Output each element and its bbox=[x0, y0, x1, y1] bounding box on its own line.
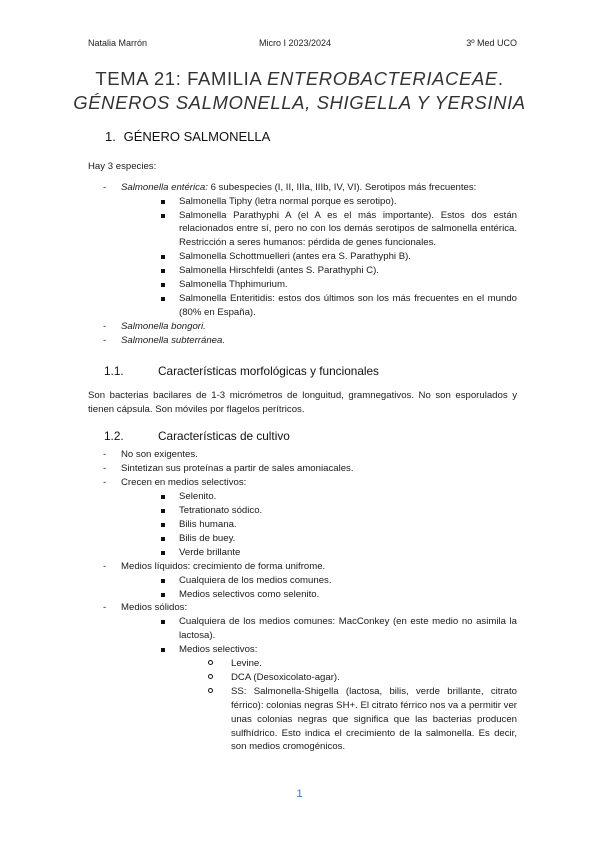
list-item bbox=[88, 181, 517, 320]
solid-media-list bbox=[121, 615, 517, 754]
serotype-text: Salmonella Hirschfeldi (antes S. Parathyphi C). bbox=[179, 265, 379, 277]
document-title bbox=[70, 67, 529, 115]
culture-list bbox=[88, 448, 517, 754]
dash-bullet: - bbox=[103, 334, 107, 346]
medium-text: Tetrationato sódico. bbox=[179, 505, 263, 517]
culture-item: No son exigentes. bbox=[121, 449, 198, 461]
medium-text: Cualquiera de los medios comunes: MacConkey (en este medio no asimila la lactosa). bbox=[179, 616, 517, 642]
header-author: Natalia Marrón bbox=[88, 38, 148, 48]
square-bullet bbox=[161, 509, 165, 513]
medium-text: Medios selectivos: bbox=[179, 644, 258, 656]
list-item bbox=[158, 264, 517, 278]
list-item bbox=[158, 588, 517, 602]
morphology-paragraph: Son bacterias bacilares de 1-3 micrómetros de longuitud, gramnegativos. No son esporulados y tienen cápsula. Son móviles por flagelos perítricos. bbox=[88, 389, 517, 415]
title-line-1 bbox=[70, 67, 529, 91]
medium-text: Levine. bbox=[231, 658, 262, 670]
list-item bbox=[207, 671, 517, 685]
medium-text: Verde brillante bbox=[179, 546, 241, 558]
list-item bbox=[158, 643, 517, 754]
liquid-media-list bbox=[121, 574, 517, 602]
square-bullet bbox=[161, 200, 165, 204]
subsection-title: Características de cultivo bbox=[158, 429, 290, 444]
medium-text: DCA (Desoxicolato-agar). bbox=[231, 671, 340, 683]
list-item bbox=[158, 518, 517, 532]
medium-text: Cualquiera de los medios comunes. bbox=[179, 574, 332, 586]
dash-bullet: - bbox=[103, 181, 107, 193]
dash-bullet: - bbox=[103, 463, 107, 475]
culture-item: Sintetizan sus proteínas a partir de sales amoniacales. bbox=[121, 463, 354, 475]
header-institution: 3º Med UCO bbox=[466, 38, 517, 48]
list-item bbox=[158, 209, 517, 251]
dash-bullet: - bbox=[103, 320, 107, 332]
serotype-text: Salmonella Parathyphi A (el A es el más importante). Estos dos están relacionados entre sí, pero no con los demás serotipos de salmonella entérica. Restricción a seres humanos: pérdida de genes funcionales. bbox=[179, 209, 517, 249]
circle-bullet bbox=[208, 660, 213, 665]
serotype-text: Salmonella Tiphy (letra normal porque es serotipo). bbox=[179, 195, 397, 207]
page-header bbox=[88, 37, 517, 51]
serotype-text: Salmonella Schottmuelleri (antes era S. Parathyphi B). bbox=[179, 251, 411, 263]
page-number: 1 bbox=[296, 788, 303, 800]
square-bullet bbox=[161, 269, 165, 273]
section-title: GÉNERO SALMONELLA bbox=[123, 129, 271, 144]
list-item bbox=[158, 615, 517, 643]
square-bullet bbox=[161, 579, 165, 583]
serotype-list bbox=[121, 195, 517, 320]
square-bullet bbox=[161, 255, 165, 259]
medium-text: Bilis de buey. bbox=[179, 532, 236, 544]
selective-media-list bbox=[121, 490, 517, 560]
subsection-title: Características morfológicas y funcionales bbox=[158, 363, 379, 378]
solid-selective-list bbox=[179, 657, 517, 754]
serotype-text: Salmonella Enteritidis: estos dos últimos son los más frecuentes en el mundo (80% en España). bbox=[179, 293, 517, 318]
species-intro: Hay 3 especies: bbox=[88, 160, 157, 172]
subsection-heading bbox=[88, 363, 517, 381]
square-bullet bbox=[161, 523, 165, 527]
square-bullet bbox=[161, 537, 165, 541]
list-item bbox=[158, 574, 517, 588]
list-item bbox=[158, 292, 517, 320]
square-bullet bbox=[161, 297, 165, 301]
list-item bbox=[158, 504, 517, 518]
medium-text: Selenito. bbox=[179, 491, 217, 503]
title-genera: GÉNEROS SALMONELLA, SHIGELLA Y YERSINIA bbox=[73, 92, 526, 114]
subsection-number: 1.2. bbox=[104, 429, 124, 444]
list-item bbox=[88, 601, 517, 754]
culture-item: Medios líquidos: crecimiento de forma unifrome. bbox=[121, 560, 326, 572]
list-item bbox=[88, 476, 517, 559]
list-item bbox=[88, 462, 517, 476]
medium-text: SS: Salmonella-Shigella (lactosa, bilis, verde brillante, citrato férrico): colonias negras SH+. El citrato férrico nos va a permitir ver unas colonias negras que significa que las bacterias producen sulfhídrico. Esto indica el crecimiento de la salmonella. Es decir, son medios cromogénicos. bbox=[231, 685, 517, 753]
dash-bullet: - bbox=[103, 560, 107, 572]
circle-bullet bbox=[208, 674, 213, 679]
square-bullet bbox=[161, 283, 165, 287]
species-list bbox=[88, 181, 517, 348]
list-item bbox=[88, 320, 517, 334]
list-item bbox=[207, 657, 517, 671]
species-enterica-text: 6 subespecies (I, II, IIIa, IIIb, IV, VI). Serotipos más frecuentes: bbox=[207, 181, 477, 193]
species-enterica-name: Salmonella entérica: bbox=[121, 181, 208, 193]
title-family-name: ENTEROBACTERIACEAE bbox=[267, 68, 498, 89]
list-item bbox=[158, 532, 517, 546]
serotype-text: Salmonella Thphimurium. bbox=[179, 279, 288, 291]
list-item bbox=[88, 560, 517, 602]
document-body bbox=[88, 128, 517, 754]
title-period: . bbox=[497, 68, 504, 89]
dash-bullet: - bbox=[103, 477, 107, 489]
square-bullet bbox=[161, 551, 165, 555]
list-item bbox=[158, 250, 517, 264]
square-bullet bbox=[161, 648, 165, 652]
square-bullet bbox=[161, 214, 165, 218]
species-bongori: Salmonella bongori. bbox=[121, 320, 206, 332]
header-course: Micro I 2023/2024 bbox=[259, 38, 332, 48]
subsection-number: 1.1. bbox=[104, 363, 124, 378]
subsection-heading bbox=[88, 428, 517, 446]
title-prefix: TEMA 21: FAMILIA bbox=[95, 68, 268, 89]
medium-text: Medios selectivos como selenito. bbox=[179, 588, 320, 600]
culture-item: Medios sólidos: bbox=[121, 602, 188, 614]
dash-bullet: - bbox=[103, 602, 107, 614]
title-line-2 bbox=[70, 91, 529, 115]
square-bullet bbox=[161, 495, 165, 499]
square-bullet bbox=[161, 620, 165, 624]
list-item bbox=[207, 685, 517, 755]
list-item bbox=[88, 448, 517, 462]
dash-bullet: - bbox=[103, 449, 107, 461]
species-subterranea: Salmonella subterránea. bbox=[121, 334, 225, 346]
medium-text: Bilis humana. bbox=[179, 518, 237, 530]
list-item bbox=[88, 334, 517, 348]
culture-item: Crecen en medios selectivos: bbox=[121, 477, 247, 489]
square-bullet bbox=[161, 593, 165, 597]
list-item bbox=[158, 546, 517, 560]
circle-bullet bbox=[208, 688, 213, 693]
list-item bbox=[158, 195, 517, 209]
list-item bbox=[158, 278, 517, 292]
section-number: 1. bbox=[105, 129, 116, 144]
section-heading bbox=[105, 128, 517, 147]
list-item bbox=[158, 490, 517, 504]
